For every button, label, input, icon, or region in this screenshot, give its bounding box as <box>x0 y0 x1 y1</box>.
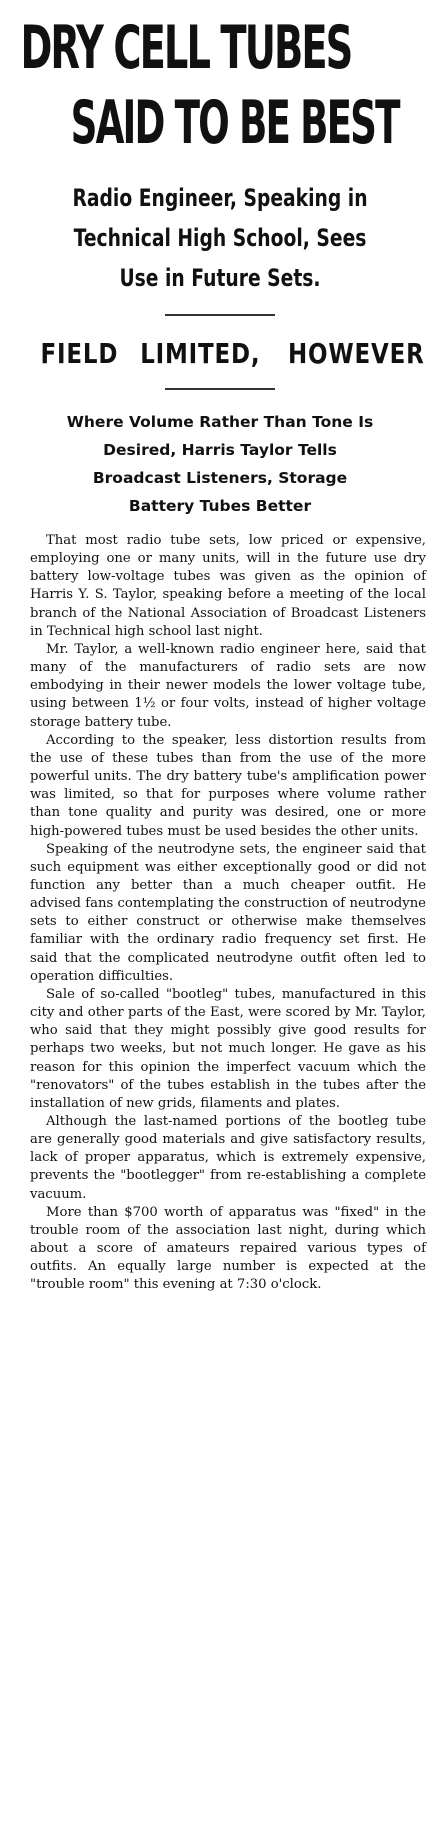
deck-1-line-2: Technical High School, Sees <box>73 224 367 252</box>
article-paragraph: That most radio tube sets, low priced or expensive, employing one or many units, will in the future use dry battery low-voltage tubes was given as the opinion of Harris Y. S. Taylor, speaking before a meeting of the local branch of the National Association of Broadcast Listeners in Technical high school last night. <box>30 533 426 639</box>
deck-3-line-4: Battery Tubes Better <box>128 497 312 515</box>
subheadline-deck-1 <box>0 178 440 298</box>
deck-2-word-1: FIELD <box>40 337 119 370</box>
deck-1-line-3: Use in Future Sets. <box>119 264 321 292</box>
deck-3-line-1: Where Volume Rather Than Tone Is <box>66 413 374 431</box>
deck-3-line-3: Broadcast Listeners, Storage <box>92 469 348 487</box>
deck-2-word-2: LIMITED, <box>139 337 261 370</box>
deck-1-line-1: Radio Engineer, Speaking in <box>72 184 368 212</box>
article-paragraph: According to the speaker, less distortion results from the use of these tubes than from the use of the more powerful units. The dry battery tube's amplification power was limited, so that for purposes where volume rather than tone quality and purity was desired, one or more high-powered tubes must be used besides the other units. <box>30 732 426 839</box>
deck-divider-1 <box>165 314 275 316</box>
article-paragraph: Speaking of the neutrodyne sets, the engineer said that such equipment was either exceptionally good or did not function any better than a much cheaper outfit. He advised fans contemplating the construction of neutrodyne sets to either construct or otherwise make themselves familiar with the ordinary radio frequency set first. He said that the complicated neutrodyne outfit often led to operation difficulties. <box>30 841 426 984</box>
article-paragraph: More than $700 worth of apparatus was "fixed" in the trouble room of the association last night, during which about a score of amateurs repaired various types of outfits. An equally large number is expected at the "trouble room" this evening at 7:30 o'clock. <box>30 1204 426 1293</box>
article-paragraph: Sale of so-called "bootleg" tubes, manufactured in this city and other parts of the East, were scored by Mr. Taylor, who said that they might possibly give good results for perhaps two weeks, but not much longer. He gave as his reason for this opinion the imperfect vacuum which the "renovators" of the tubes establish in the tubes after the installation of new grids, filaments and plates. <box>30 986 426 1111</box>
article-paragraph: Although the last-named portions of the bootleg tube are generally good materials and give satisfactory results, lack of proper apparatus, which is extremely expensive, prevents the "bootlegger" from re-establishing a complete vacuum. <box>30 1114 426 1202</box>
article-paragraph: Mr. Taylor, a well-known radio engineer here, said that many of the manufacturers of radio sets are now embodying in their newer models the lower voltage tube, using between 1½ or four volts, instead of higher voltage storage battery tube. <box>30 641 426 730</box>
subheadline-deck-2 <box>32 336 426 372</box>
deck-divider-2 <box>165 388 275 390</box>
subheadline-deck-3 <box>0 408 440 520</box>
article-body <box>30 532 426 1295</box>
deck-2-word-3: HOWEVER <box>288 337 426 370</box>
headline-line-2: SAID TO BE BEST <box>70 88 399 158</box>
deck-3-line-2: Desired, Harris Taylor Tells <box>103 441 337 459</box>
headline-line-1: DRY CELL TUBES <box>20 13 352 83</box>
